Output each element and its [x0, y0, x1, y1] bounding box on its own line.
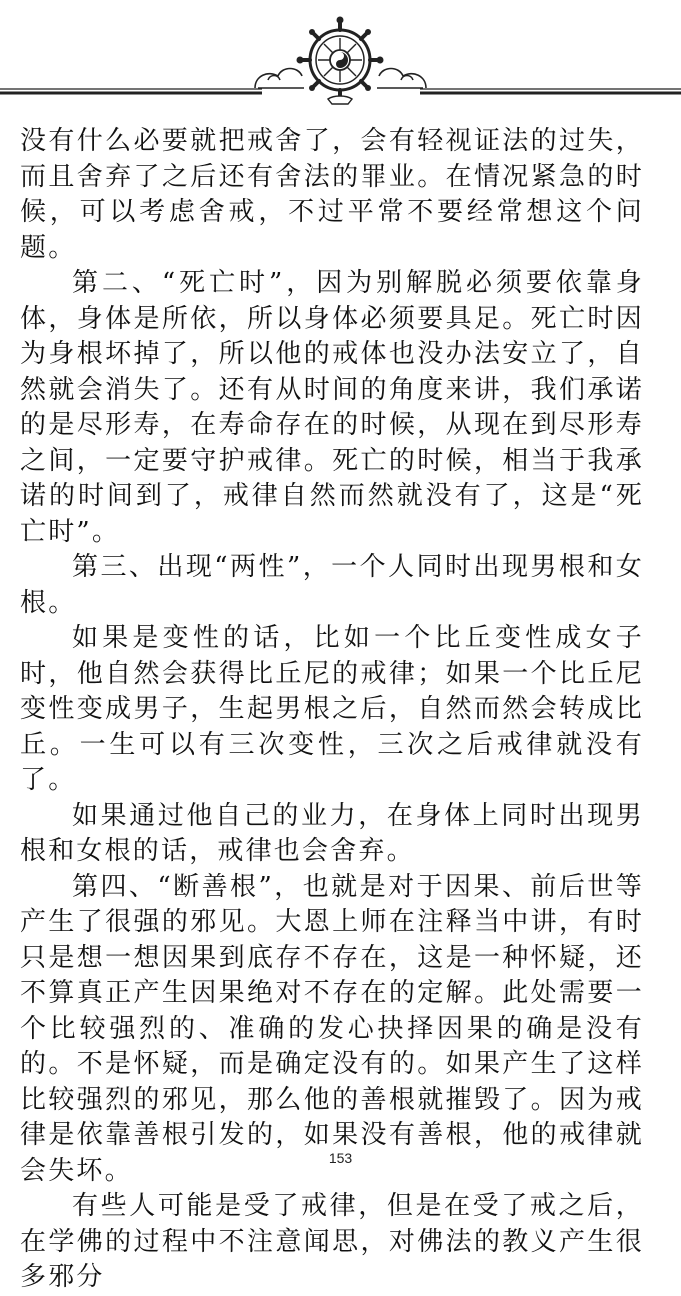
header-rule-right — [420, 89, 681, 93]
paragraph: 第三、出现“两性”，一个人同时出现男根和女根。 — [20, 552, 644, 618]
paragraph: 如果是变性的话，比如一个比丘变性成女子时，他自然会获得比丘尼的戒律；如果一个比丘尼变性变成男子，生起男根之后，自然而然会转成比丘。一生可以有三次变性，三次之后戒律就没有了。 — [20, 623, 644, 795]
paragraph: 没有什么必要就把戒舍了，会有轻视证法的过失，而且舍弃了之后还有舍法的罪业。在情况紧急的时候，可以考虑舍戒，不过平常不要经常想这个问题。 — [20, 126, 644, 263]
cloud-right-icon — [377, 69, 426, 89]
paragraph: 有些人可能是受了戒律，但是在受了戒之后，在学佛的过程中不注意闻思，对佛法的教义产生很多邪分 — [20, 1191, 644, 1292]
page-header — [0, 0, 681, 110]
cloud-left-icon — [255, 69, 304, 89]
paragraph: 第二、“死亡时”，因为别解脱必须要依靠身体，身体是所依，所以身体必须要具足。死亡时因为身根坏掉了，所以他的戒体也没办法安立了，自然就会消失了。还有从时间的角度来讲，我们承诺的是尽形寿，在寿命存在的时候，从现在到尽形寿之间，一定要守护戒律。死亡的时候，相当于我承诺的时间到了，戒律自然而然就没有了，这是“死亡时”。 — [20, 268, 644, 547]
paragraph: 如果通过他自己的业力，在身体上同时出现男根和女根的话，戒律也会舍弃。 — [20, 800, 644, 866]
dharma-wheel-icon — [297, 17, 384, 105]
header-ornament — [0, 0, 681, 110]
page-body — [20, 124, 644, 1296]
page-number: 153 — [328, 1150, 353, 1166]
header-rule-left — [0, 89, 262, 93]
paragraph: 第四、“断善根”，也就是对于因果、前后世等产生了很强的邪见。大恩上师在注释当中讲，有时只是想一想因果到底存不存在，这是一种怀疑，还不算真正产生因果绝对不存在的定解。此处需要一个比较强烈的、准确的发心抉择因果的确是没有的。不是怀疑，而是确定没有的。如果产生了这样比较强烈的邪见，那么他的善根就摧毁了。因为戒律是依靠善根引发的，如果没有善根，他的戒律就会失坏。 — [20, 871, 644, 1186]
